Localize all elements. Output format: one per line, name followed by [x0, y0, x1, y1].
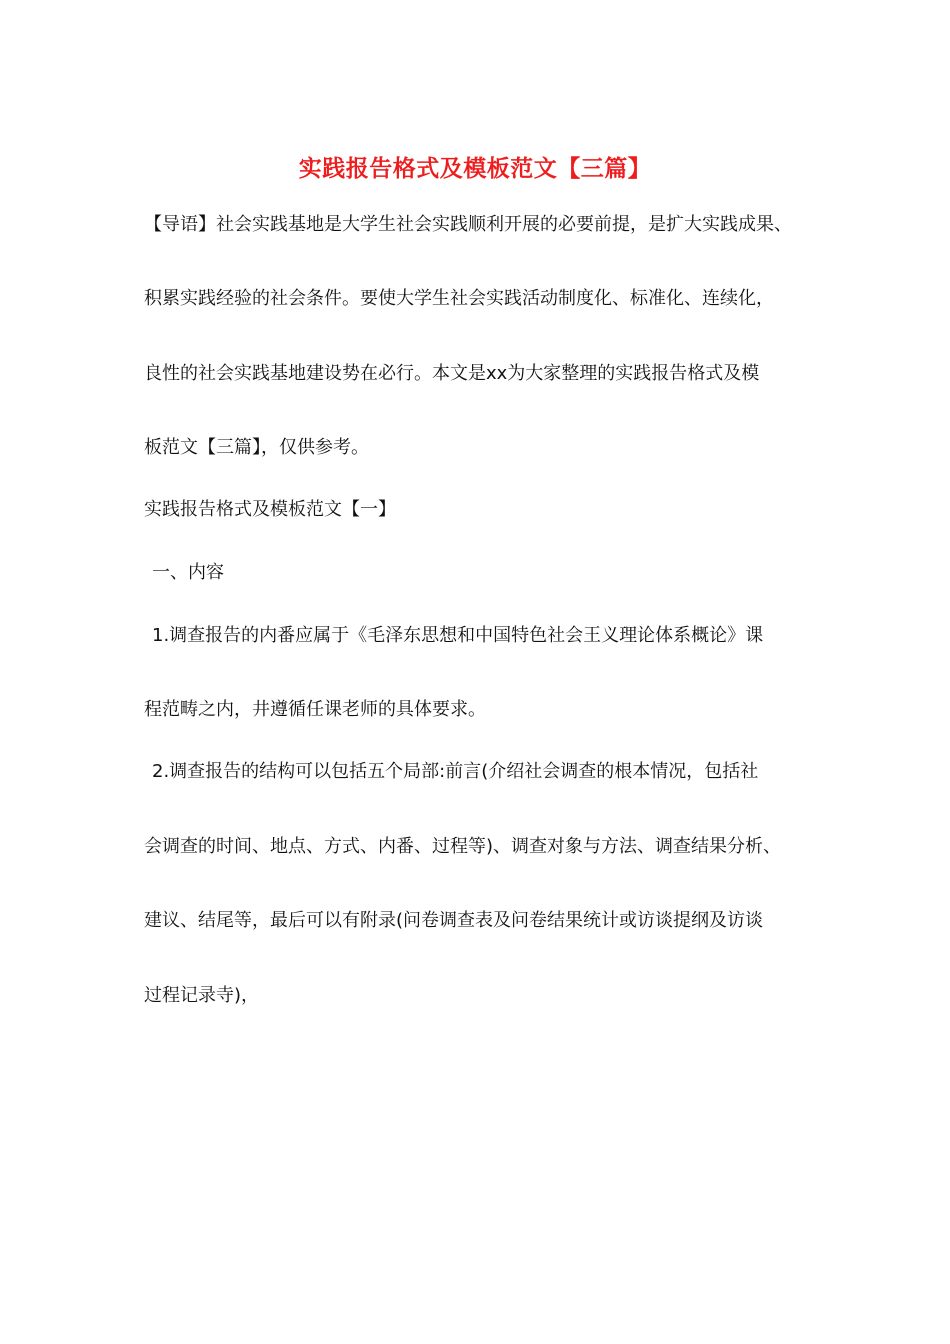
document-title: 实践报告格式及模板范文【三篇】 — [298, 155, 652, 182]
item2-line-3: 建议、结尾等，最后可以有附录(问卷调查表及问卷结果统计或访谈提纲及访谈 — [144, 910, 764, 931]
intro-line-3: 良性的社会实践基地建设势在必行。本文是xx为大家整理的实践报告格式及模 — [144, 363, 760, 384]
intro-line-4: 板范文【三篇】，仅供参考。 — [144, 437, 369, 458]
subheading: 一、内容 — [152, 562, 224, 583]
intro-line-1: 【导语】社会实践基地是大学生社会实践顺利开展的必要前提，是扩大实践成果、 — [144, 214, 792, 235]
item2-line-4: 过程记录寺)， — [144, 985, 260, 1006]
item2-line-2: 会调查的时间、地点、方式、内番、过程等)、调查对象与方法、调查结果分析、 — [144, 836, 782, 857]
item1-line-1: 1.调查报告的内番应属于《毛泽东思想和中国特色社会王义理论体系概论》课 — [152, 625, 764, 646]
section-heading: 实践报告格式及模板范文【一】 — [144, 499, 396, 520]
item1-line-2: 程范畴之内，井遵循任课老师的具体要求。 — [144, 699, 486, 720]
intro-line-2: 积累实践经验的社会条件。要使大学生社会实践活动制度化、标准化、连续化， — [144, 288, 774, 309]
item2-line-1: 2.调查报告的结构可以包括五个局部:前言(介绍社会调查的根本情况，包括社 — [152, 761, 759, 782]
